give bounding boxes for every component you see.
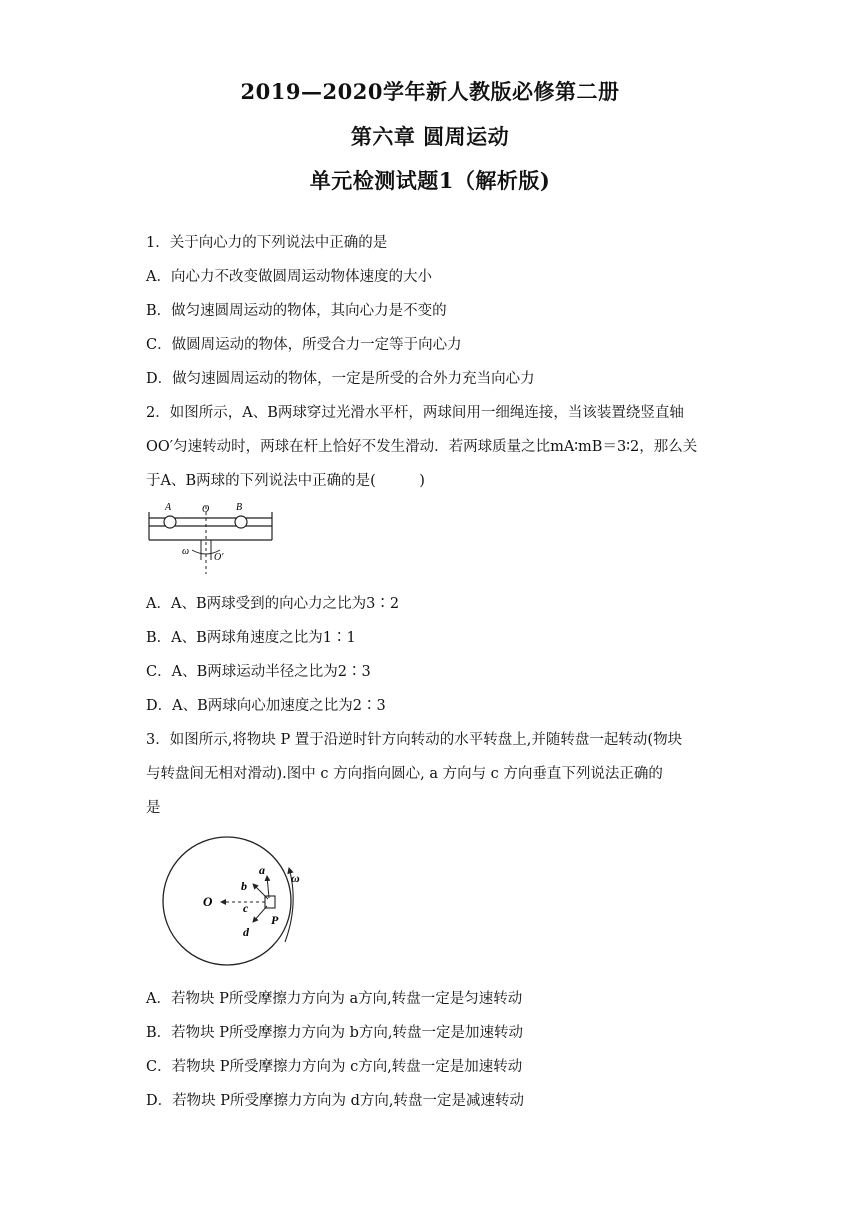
q3-figure (155, 832, 315, 970)
q3-option-a: A．若物块 P所受摩擦力方向为 a方向,转盘一定是匀速转动 (146, 991, 523, 1007)
label-omega: ω (291, 871, 300, 885)
label-a: a (259, 863, 265, 877)
title-1: 2019—2020学年新人教版必修第二册 (240, 79, 620, 104)
label-p: P (271, 913, 279, 927)
q2-option-b: B．A、B两球角速度之比为1∶1 (146, 630, 356, 646)
label-c: c (243, 901, 249, 915)
ball-a (164, 516, 176, 528)
label-b: B (236, 502, 243, 513)
label-b: b (241, 879, 247, 893)
q2-figure (146, 500, 276, 576)
q1-stem: 1．关于向心力的下列说法中正确的是 (146, 235, 388, 251)
q1-option-a: A．向心力不改变做圆周运动物体速度的大小 (146, 269, 432, 285)
label-a: A (165, 502, 172, 513)
label-d: d (243, 925, 249, 939)
q2-option-d: D．A、B两球向心加速度之比为2∶3 (146, 698, 386, 714)
q2-stem-line-1: 2．如图所示，A、B两球穿过光滑水平杆，两球间用一细绳连接，当该装置绕竖直轴 (146, 405, 684, 421)
q3-stem-line-1: 3．如图所示,将物块 P 置于沿逆时针方向转动的水平转盘上,并随转盘一起转动(物块 (146, 732, 683, 748)
q3-option-c: C．若物块 P所受摩擦力方向为 c方向,转盘一定是加速转动 (146, 1059, 523, 1075)
q2-stem-line-2: OO′匀速转动时，两球在杆上恰好不发生滑动．若两球质量之比mA∶mB＝3∶2，那么关 (146, 439, 698, 455)
q1-option-c: C．做圆周运动的物体，所受合力一定等于向心力 (146, 337, 462, 353)
label-o: O (202, 504, 210, 515)
title-2: 第六章 圆周运动 (350, 124, 510, 149)
label-o-prime: O′ (214, 552, 224, 563)
q2-option-a: A．A、B两球受到的向心力之比为3∶2 (146, 596, 400, 612)
ball-b (235, 516, 247, 528)
q3-option-d: D．若物块 P所受摩擦力方向为 d方向,转盘一定是减速转动 (146, 1093, 524, 1109)
q3-option-b: B．若物块 P所受摩擦力方向为 b方向,转盘一定是加速转动 (146, 1025, 524, 1041)
q3-stem-line-3: 是 (146, 800, 161, 816)
label-o: O (203, 894, 213, 909)
q1-option-d: D．做匀速圆周运动的物体，一定是所受的合外力充当向心力 (146, 371, 535, 387)
q1-option-b: B．做匀速圆周运动的物体，其向心力是不变的 (146, 303, 447, 319)
q3-stem-line-2: 与转盘间无相对滑动).图中 c 方向指向圆心, a 方向与 c 方向垂直下列说法正确的 (146, 766, 663, 782)
q2-option-c: C．A、B两球运动半径之比为2∶3 (146, 664, 371, 680)
title-3: 单元检测试题1（解析版) (309, 168, 551, 193)
q2-stem-line-3: 于A、B两球的下列说法中正确的是( ) (146, 473, 425, 489)
label-omega: ω (182, 546, 190, 557)
